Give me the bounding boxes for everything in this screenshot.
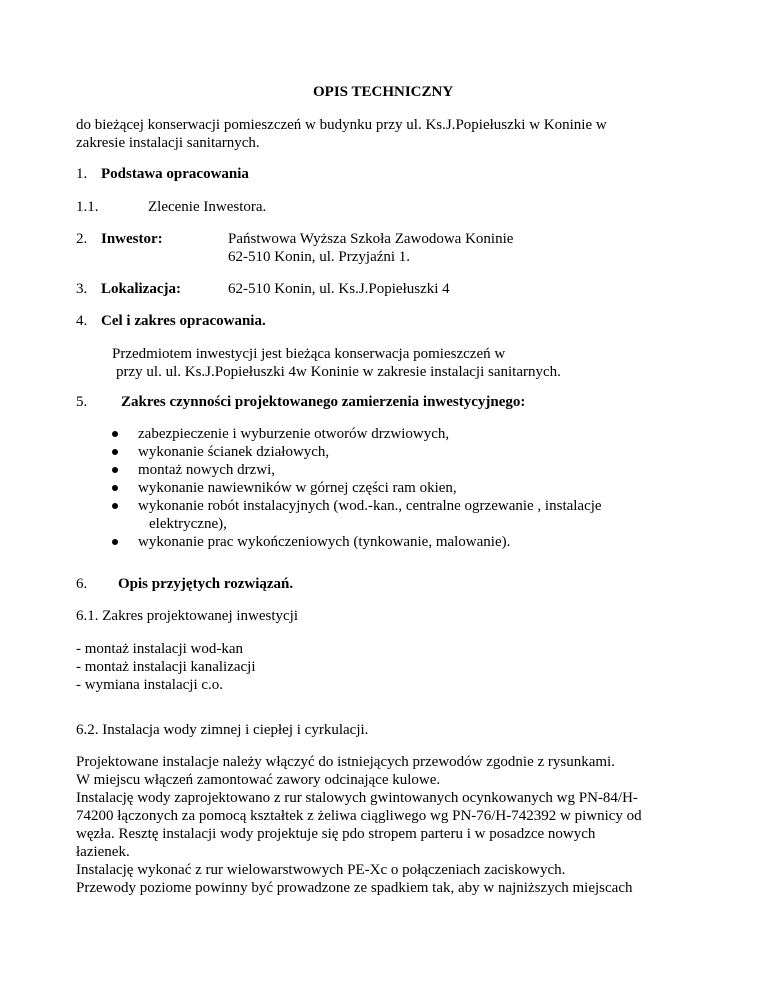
section-heading: Zakres czynności projektowanego zamierzenia inwestycyjnego: bbox=[121, 394, 526, 410]
list-item: - wymiana instalacji c.o. bbox=[76, 677, 224, 693]
document-title: OPIS TECHNICZNY bbox=[313, 84, 454, 100]
subsection-heading: 6.1. Zakres projektowanej inwestycji bbox=[76, 608, 299, 624]
section-number: 4. bbox=[76, 313, 88, 329]
list-item: - montaż instalacji wod-kan bbox=[76, 641, 244, 657]
list-item-continuation: elektryczne), bbox=[149, 516, 227, 532]
section-text: Zlecenie Inwestora. bbox=[148, 199, 267, 215]
bullet-icon bbox=[112, 539, 118, 545]
subsection-heading: 6.2. Instalacja wody zimnej i ciepłej i cyrkulacji. bbox=[76, 722, 369, 738]
section-label: Lokalizacja: bbox=[101, 281, 181, 297]
intro-line: zakresie instalacji sanitarnych. bbox=[76, 135, 260, 151]
location-value: 62-510 Konin, ul. Ks.J.Popiełuszki 4 bbox=[228, 281, 450, 297]
document-page: OPIS TECHNICZNY do bieżącej konserwacji pomieszczeń w budynku przy ul. Ks.J.Popiełuszki w Koninie w zakresie instalacji sanitarnych. 1. Podstawa opracowania 1.1. Zlecenie Inwestora. 2. Inwestor: Państwowa Wyższa Szkoła Zawodowa Koninie 62-510 Konin, ul. Przyjaźni 1. 3. Lokalizacja: 62-510 Konin, ul. Ks.J.Popiełuszki 4 4. Cel i zakres opracowania. Przedmiotem inwestycji jest bieżąca konserwacja pomieszczeń w przy ul. ul. Ks.J.Popiełuszki 4w Koninie w zakresie instalacji sanitarnych. 5. Zakres czynności projektowanego zamierzenia inwestycyjnego: zabezpieczenie i wyburzenie otworów drzwiowych, wykonanie ścianek działowych, montaż nowych drzwi, wykonanie nawiewników w górnej części ram okien, wykonanie robót instalacyjnych (wod.-kan., centralne ogrzewanie , instalacje elektryczne), wykonanie prac wykończeniowych (tynkowanie, malowanie). 6. Opis przyjętych rozwiązań. 6.1. Zakres projektowanej inwestycji - montaż instalacji wod-kan - montaż instalacji kanalizacji - wymiana instalacji c.o. 6.2. Instalacja wody zimnej i ciepłej i cyrkulacji. Projektowane instalacje należy włączyć do istniejących przewodów zgodnie z rysunkami. W miejscu włączeń zamontować zawory odcinające kulowe. Instalację wody zaprojektowano z rur stalowych gwintowanych ocynkowanych wg PN-84/H- 74200 łączonych za pomocą kształtek z żeliwa ciągliwego wg PN-76/H-742392 w piwnicy od węzła. Resztę instalacji wody projektuje się pdo stropem parteru i w posadzce nowych łazienek. Instalację wykonać z rur wielowarstwowych PE-Xc o połączeniach zaciskowych. Przewody poziome powinny być prowadzone ze spadkiem tak, aby w najniższych miejscach bbox=[76, 84, 642, 896]
section-label: Inwestor: bbox=[101, 231, 163, 247]
paragraph-line: łazienek. bbox=[76, 844, 130, 860]
paragraph-line: Projektowane instalacje należy włączyć do istniejących przewodów zgodnie z rysunkami. bbox=[76, 754, 615, 770]
bullet-icon bbox=[112, 503, 118, 509]
section-heading: Podstawa opracowania bbox=[101, 166, 249, 182]
bullet-icon bbox=[112, 431, 118, 437]
section-number: 1.1. bbox=[76, 199, 99, 215]
list-item: - montaż instalacji kanalizacji bbox=[76, 659, 256, 675]
section-text: przy ul. ul. Ks.J.Popiełuszki 4w Koninie w zakresie instalacji sanitarnych. bbox=[116, 364, 561, 380]
paragraph-line: Instalację wykonać z rur wielowarstwowych PE-Xc o połączeniach zaciskowych. bbox=[76, 862, 566, 878]
section-number: 2. bbox=[76, 231, 88, 247]
section-number: 3. bbox=[76, 281, 88, 297]
section-number: 5. bbox=[76, 394, 88, 410]
intro-line: do bieżącej konserwacji pomieszczeń w budynku przy ul. Ks.J.Popiełuszki w Koninie w bbox=[76, 117, 607, 133]
investor-address: 62-510 Konin, ul. Przyjaźni 1. bbox=[228, 249, 411, 265]
paragraph-line: węzła. Resztę instalacji wody projektuje się pdo stropem parteru i w posadzce nowych bbox=[76, 826, 596, 842]
bullet-icon bbox=[112, 467, 118, 473]
paragraph-line: Przewody poziome powinny być prowadzone ze spadkiem tak, aby w najniższych miejscach bbox=[76, 880, 633, 896]
section-heading: Cel i zakres opracowania. bbox=[101, 313, 266, 329]
paragraph-line: Instalację wody zaprojektowano z rur stalowych gwintowanych ocynkowanych wg PN-84/H- bbox=[76, 790, 638, 806]
section-number: 1. bbox=[76, 166, 88, 182]
bullet-icon bbox=[112, 485, 118, 491]
section-text: Przedmiotem inwestycji jest bieżąca konserwacja pomieszczeń w bbox=[112, 346, 506, 362]
investor-name: Państwowa Wyższa Szkoła Zawodowa Koninie bbox=[228, 231, 514, 247]
paragraph-line: 74200 łączonych za pomocą kształtek z żeliwa ciągliwego wg PN-76/H-742392 w piwnicy od bbox=[76, 808, 642, 824]
section-heading: Opis przyjętych rozwiązań. bbox=[118, 576, 294, 592]
bullet-icon bbox=[112, 449, 118, 455]
paragraph-line: W miejscu włączeń zamontować zawory odcinające kulowe. bbox=[76, 772, 441, 788]
section-number: 6. bbox=[76, 576, 88, 592]
